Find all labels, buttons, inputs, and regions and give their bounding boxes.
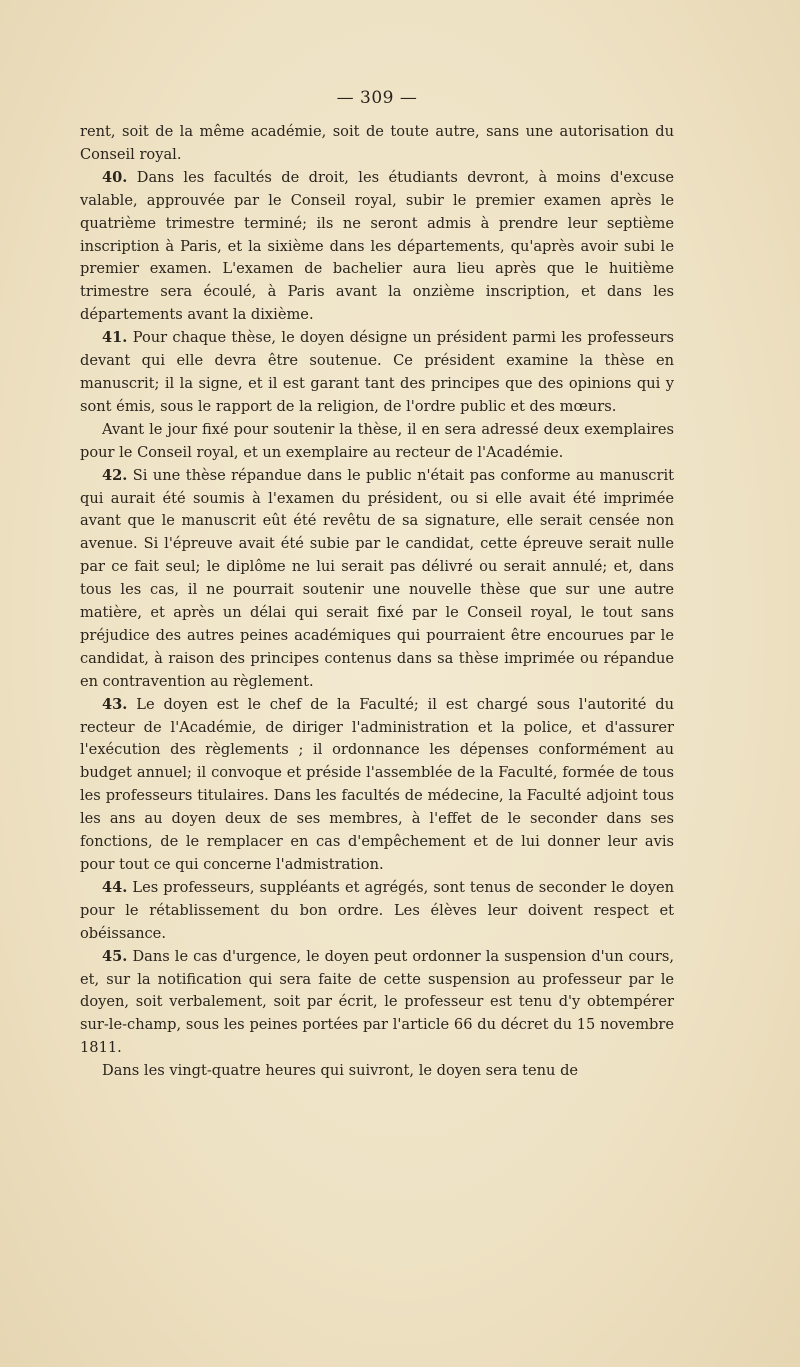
paragraph-continuation [80, 121, 674, 167]
page-number: — 309 — [336, 88, 418, 108]
article-40 [80, 167, 674, 327]
paragraph-text: Dans les vingt-quatre heures qui suivront, le doyen sera tenu de [102, 1062, 579, 1080]
article-41-continued [80, 419, 674, 465]
article-number: 41. [102, 329, 128, 347]
article-44 [80, 877, 674, 946]
paragraph-text: Avant le jour fixé pour soutenir la thèse, il en sera adressé deux exemplaires pour le Conseil royal, et un exemplaire au recteur de l'Académie. [80, 420, 674, 461]
article-42 [80, 465, 674, 694]
paragraph-text: Le doyen est le chef de la Faculté; il est chargé sous l'autorité du recteur de l'Académie, de diriger l'administration et la police, et d'assurer l'exécution des règlements ; il ordonnance les dépenses conformément au budget annuel; il convoque et préside l'assemblée de la Faculté, formée de tous les professeurs titulaires. Dans les facultés de médecine, la Faculté adjoint tous les ans au doyen deux de ses membres, à l'effet de le seconder dans ses fonctions, de le remplacer en cas d'empêchement et de lui donner leur avis pour tout ce qui concerne l'admistration. [80, 695, 674, 873]
paragraph-text: Les professeurs, suppléants et agrégés, sont tenus de seconder le doyen pour le rétablissement du bon ordre. Les élèves leur doivent respect et obéissance. [80, 878, 674, 942]
article-45-continued [80, 1060, 674, 1083]
document-page [80, 86, 674, 1083]
paragraph-text: Si une thèse répandue dans le public n'était pas conforme au manuscrit qui aurait été soumis à l'examen du président, ou si elle avait été imprimée avant que le manuscrit eût été revêtu de sa signature, elle serait censée non avenue. Si l'épreuve avait été subie par le candidat, cette épreuve serait nulle par ce fait seul; le diplôme ne lui serait pas délivré ou serait annulé; et, dans tous les cas, il ne pourrait soutenir une nouvelle thèse que sur une autre matière, et après un délai qui serait fixé par le Conseil royal, le tout sans préjudice des autres peines académiques qui pourraient être encourues par le candidat, à raison des principes contenus dans sa thèse imprimée ou répandue en contravention au règlement. [80, 466, 674, 690]
article-43 [80, 694, 674, 877]
paragraph-text: Dans les facultés de droit, les étudiants devront, à moins d'excuse valable, approuvée par le Conseil royal, subir le premier examen après le quatrième trimestre terminé; ils ne seront admis à prendre leur septième inscription à Paris, et la sixième dans les départements, qu'après avoir subi le premier examen. L'examen de bachelier aura lieu après que le huitième trimestre sera écoulé, à Paris avant la onzième inscription, et dans les départements avant la dixième. [80, 168, 674, 324]
article-number: 43. [102, 695, 128, 713]
article-number: 42. [102, 466, 128, 484]
article-45 [80, 946, 674, 1061]
paragraph-text: Pour chaque thèse, le doyen désigne un président parmi les professeurs devant qui elle devra être soutenue. Ce président examine la thèse en manuscrit; il la signe, et il est garant tant des principes que des opinions qui y sont émis, sous le rapport de la religion, de l'ordre public et des mœurs. [80, 329, 674, 415]
article-number: 40. [102, 168, 128, 186]
article-number: 44. [102, 878, 128, 896]
article-41 [80, 327, 674, 419]
paragraph-text: Dans le cas d'urgence, le doyen peut ordonner la suspension d'un cours, et, sur la notification qui sera faite de cette suspension au professeur par le doyen, soit verbalement, soit par écrit, le professeur est tenu d'y obtempérer sur-le-champ, sous les peines portées par l'article 66 du décret du 15 novembre 1811. [80, 947, 674, 1057]
article-number: 45. [102, 947, 128, 965]
paragraph-text: rent, soit de la même académie, soit de toute autre, sans une autorisation du Conseil royal. [80, 123, 674, 163]
